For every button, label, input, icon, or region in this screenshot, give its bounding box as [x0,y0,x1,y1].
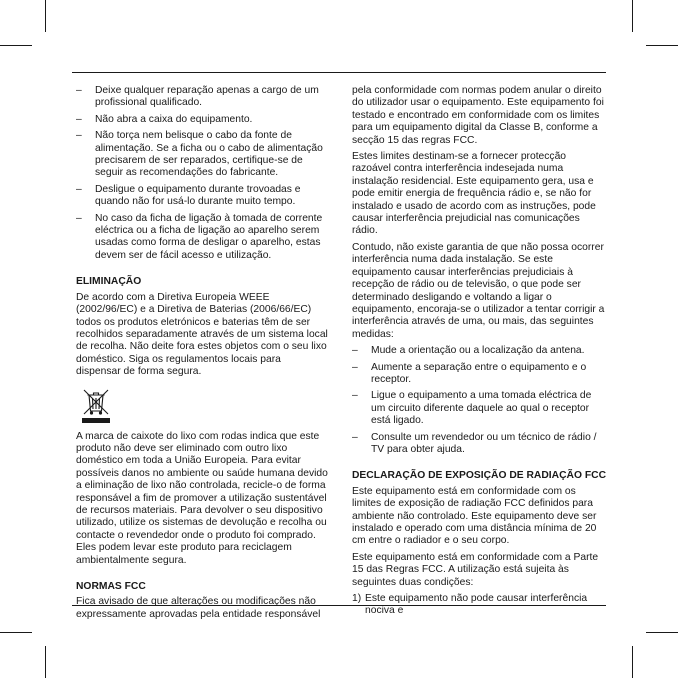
section-heading-fcc: NORMAS FCC [76,581,146,592]
list-item: – Deixe qualquer reparação apenas a cargo de um profissional qualificado. [76,85,328,110]
top-rule [72,72,606,73]
crop-mark [632,646,633,678]
crop-mark [45,0,46,32]
left-column [76,85,328,625]
list-item: – Não abra a caixa do equipamento. [76,114,328,126]
list-item: – Mude a orientação ou a localização da antena. [352,345,607,357]
right-column [352,85,607,618]
paragraph: De acordo com a Diretiva Europeia WEEE (2002/96/EC) e a Diretiva de Baterias (2006/66/EC) todos os produtos eletrónicos e baterias têm de ser recolhidos separadamente através de um sistema local de recolha. Não deite fora estes objetos com o seu lixo doméstico. Siga os regulamentos locais para dispensar de forma segura. [76,291,328,378]
list-item: – Ligue o equipamento a uma tomada eléctrica de um circuito diferente daquele ao qual o receptor está ligado. [352,390,607,427]
crop-mark [646,632,678,633]
list-item: – Aumente a separação entre o equipamento e o receptor. [352,362,607,387]
list-item [352,593,607,618]
list-item: – No caso da ficha de ligação à tomada de corrente eléctrica ou a ficha de ligação ao aparelho serem usadas como forma de desligar o aparelho, estas devem ser de fácil acesso e utilização. [76,213,328,263]
paragraph: Este equipamento está em conformidade com a Parte 15 das Regras FCC. A utilização está sujeita às seguintes duas condições: [352,551,599,588]
safety-list [76,85,328,262]
paragraph: pela conformidade com normas podem anular o direito do utilizador usar o equipamento. Este equipamento foi testado e encontrado em conformidade com os limites para um equipamento digital da Classe B, conforme a secção 15 das regras FCC. [352,85,604,146]
paragraph: Contudo, não existe garantia de que não possa ocorrer interferência numa dada instalação. Se este equipamento causar interferências prejudiciais à recepção de rádio ou de televisão, o que pode ser determinado desligando e voltando a ligar o equipamento, encoraja-se o utilizador a tentar corrigir a interferência através de uma, ou mais, das seguintes medidas: [352,241,605,340]
paragraph: Este equipamento está em conformidade com os limites de exposição de radiação FCC definidos para ambiente não controlado. Este equipamento deve ser instalado e operado com uma distância mínima de 20 cm entre o radiador e o seu corpo. [352,485,597,547]
paragraph: Fica avisado de que alterações ou modificações não expressamente aprovadas pela entidade responsável [76,596,321,620]
crop-mark [45,646,46,678]
section-heading-eliminacao: ELIMINAÇÃO [76,276,142,288]
list-item: – Não torça nem belisque o cabo da fonte de alimentação. Se a ficha ou o cabo de alimentação precisarem de ser reparados, certifique-se de seguir as recomendações do fabricante. [76,130,328,180]
crop-mark [632,0,633,32]
crop-mark [0,45,32,46]
list-item: – Consulte um revendedor ou um técnico de rádio / TV para obter ajuda. [352,432,607,457]
crossed-out-wheelie-bin-icon [81,387,111,425]
conditions-list [352,593,607,618]
crop-mark [646,45,678,46]
section-heading-rf-exposure: DECLARAÇÃO DE EXPOSIÇÃO DE RADIAÇÃO FCC [352,470,607,482]
list-item-text: Este equipamento não pode causar interferência nociva e [365,593,588,617]
paragraph: Estes limites destinam-se a fornecer protecção razoável contra interferência indesejada numa instalação residencial. Este equipamento gera, usa e pode emitir energia de frequência rádio e, se não for instalado e usado de acordo com as instruções, pode causar interferência prejudicial nas comunicações rádio. [352,151,596,237]
list-number: 1) [352,593,362,605]
paragraph: A marca de caixote do lixo com rodas indica que este produto não deve ser eliminado com outro lixo doméstico em toda a União Europeia. Para evitar possíveis danos no ambiente ou saúde humana devido a eliminação de lixo não controlada, recicle-o de forma responsável a fim de promover a utilização sustentável de recursos materiais. Para devolver o seu dispositivo utilizado, utilize os sistemas de devolução e recolha ou contacte o revendedor onde o produto foi comprado. Eles podem levar este produto para reciclagem ambientalmente segura. [76,430,328,566]
crop-mark [0,632,32,633]
measures-list [352,345,607,456]
list-item: – Desligue o equipamento durante trovoadas e quando não for usá-lo durante muito tempo. [76,184,328,209]
